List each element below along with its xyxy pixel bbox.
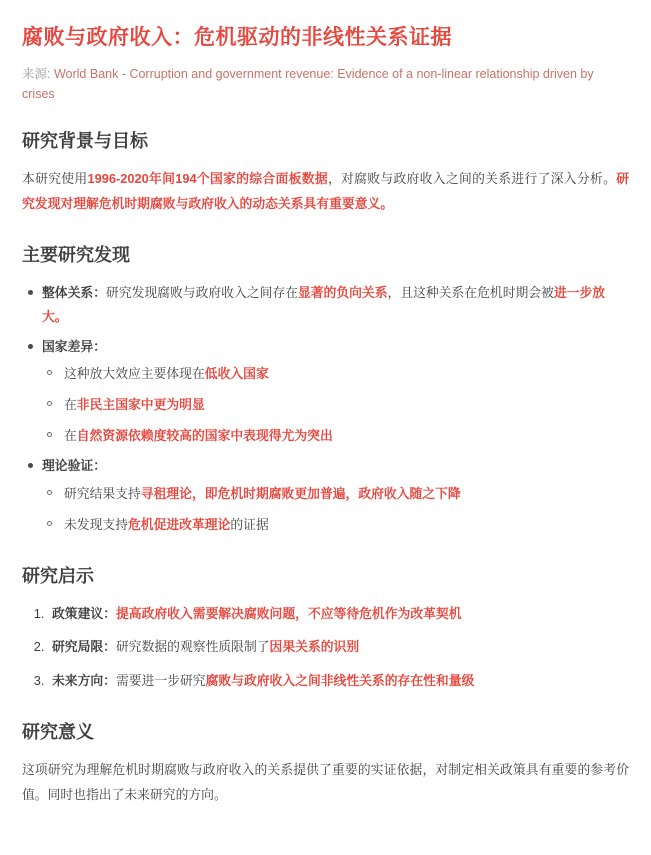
section-background bbox=[22, 130, 629, 216]
sub-highlight: 寻租理论，即危机时期腐败更加普遍，政府收入随之下降 bbox=[140, 486, 461, 502]
section-title-significance: 研究意义 bbox=[22, 721, 94, 742]
list-item bbox=[48, 635, 629, 659]
page-title: 腐败与政府收入：危机驱动的非线性关系证据 bbox=[22, 26, 452, 49]
sub-highlight: 危机促进改革理论 bbox=[127, 516, 231, 532]
section-findings bbox=[22, 244, 629, 536]
section-title-implications: 研究启示 bbox=[22, 565, 94, 586]
sub-highlight: 低收入国家 bbox=[204, 366, 269, 382]
list-item bbox=[42, 362, 629, 386]
sub-text-1: 在 bbox=[64, 427, 77, 443]
sub-text-1: 未发现支持 bbox=[64, 516, 128, 532]
finding-label: 理论验证： bbox=[42, 458, 106, 474]
implication-label: 研究局限： bbox=[52, 639, 116, 655]
implication-highlight: 腐败与政府收入之间非线性关系的存在性和量级 bbox=[205, 672, 475, 688]
source-line bbox=[22, 65, 629, 104]
finding-highlight-1: 显著的负向关系 bbox=[297, 285, 388, 301]
sub-text-1: 这种放大效应主要体现在 bbox=[64, 366, 205, 382]
implication-text: 研究数据的观察性质限制了 bbox=[115, 639, 270, 655]
source-text: World Bank - Corruption and government revenue: Evidence of a non-linear relationship driven by crises bbox=[22, 67, 594, 101]
section-implications bbox=[22, 565, 629, 693]
list-item bbox=[42, 513, 629, 537]
findings-sublist-theory bbox=[42, 482, 629, 536]
implication-text: 需要进一步研究 bbox=[115, 672, 206, 688]
implication-highlight: 提高政府收入需要解决腐败问题，不应等待危机作为改革契机 bbox=[115, 605, 462, 621]
background-paragraph bbox=[22, 167, 629, 216]
sub-highlight: 自然资源依赖度较高的国家中表现得尤为突出 bbox=[76, 427, 333, 443]
list-item bbox=[42, 424, 629, 448]
section-title-background: 研究背景与目标 bbox=[22, 131, 148, 152]
list-item bbox=[42, 482, 629, 506]
findings-list bbox=[22, 281, 629, 536]
sub-text-1: 研究结果支持 bbox=[64, 486, 141, 502]
list-item bbox=[48, 602, 629, 626]
implication-label: 政策建议： bbox=[52, 605, 116, 621]
list-item bbox=[22, 335, 629, 448]
sub-text-1: 在 bbox=[64, 397, 77, 413]
finding-label: 国家差异： bbox=[42, 338, 106, 354]
significance-paragraph: 这项研究为理解危机时期腐败与政府收入的关系提供了重要的实证依据，对制定相关政策具有重要的参考价值。同时也指出了未来研究的方向。 bbox=[22, 762, 629, 802]
list-item bbox=[22, 454, 629, 536]
implications-list bbox=[22, 602, 629, 693]
finding-text-1: 研究发现腐败与政府收入之间存在 bbox=[105, 285, 298, 301]
list-item bbox=[22, 281, 629, 328]
section-title-findings: 主要研究发现 bbox=[22, 245, 130, 266]
background-highlight-1: 1996-2020年间194个国家的综合面板数据 bbox=[87, 171, 328, 187]
source-label: 来源: bbox=[22, 67, 51, 82]
implication-label: 未来方向： bbox=[52, 672, 116, 688]
list-item bbox=[48, 669, 629, 693]
findings-sublist-country bbox=[42, 362, 629, 447]
section-significance bbox=[22, 721, 629, 807]
background-text-1: 本研究使用 bbox=[22, 171, 88, 187]
sub-highlight: 非民主国家中更为明显 bbox=[76, 397, 205, 413]
background-text-2: ，对腐败与政府收入之间的关系进行了深入分析。 bbox=[327, 171, 617, 187]
background-highlight-2: 研究发现对理解危机时期腐败与政府收入的动态关系具有重要意义。 bbox=[22, 171, 630, 211]
sub-text-2: 的证据 bbox=[230, 516, 269, 532]
list-item bbox=[42, 393, 629, 417]
finding-highlight-2: 进一步放大。 bbox=[42, 285, 606, 325]
finding-label: 整体关系： bbox=[42, 285, 106, 301]
implication-highlight: 因果关系的识别 bbox=[269, 639, 360, 655]
finding-text-2: ，且这种关系在危机时期会被 bbox=[387, 285, 554, 301]
